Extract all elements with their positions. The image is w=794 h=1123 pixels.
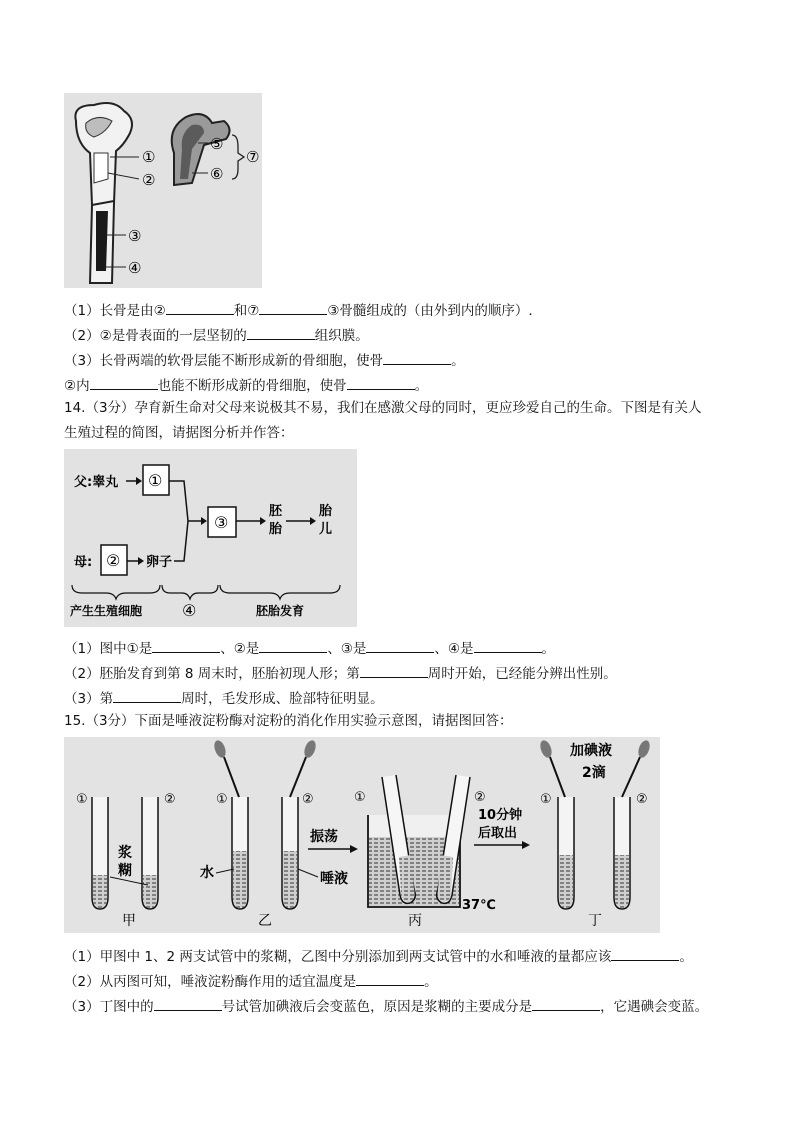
answer-blank[interactable] — [474, 638, 542, 653]
text: 。 — [424, 974, 438, 990]
text: 、③是 — [327, 641, 367, 657]
yi-tube-2-label: ② — [302, 792, 314, 807]
embryo-development-label: 胚胎发育 — [256, 604, 305, 618]
text: 周时，毛发形成、脸部特征明显。 — [181, 691, 384, 707]
paste-label-1: 浆 — [118, 845, 132, 861]
answer-blank[interactable] — [347, 375, 415, 390]
text: （3）长骨两端的软骨层能不断形成新的骨细胞，使骨 — [64, 353, 384, 369]
temperature-label: 37℃ — [462, 898, 496, 913]
node-2: ② — [106, 551, 121, 570]
text: 、②是 — [220, 641, 260, 657]
answer-blank[interactable] — [383, 350, 451, 365]
label-jia: 甲 — [122, 913, 136, 929]
answer-blank[interactable] — [247, 325, 315, 340]
produce-germ-cells-label: 产生生殖细胞 — [70, 604, 143, 618]
answer-blank[interactable] — [259, 638, 327, 653]
answer-blank[interactable] — [360, 663, 428, 678]
text: （1）长骨是由② — [64, 303, 166, 319]
text: （1）甲图中 1、2 两支试管中的浆糊，乙图中分别添加到两支试管中的水和唾液的量都应该 — [64, 949, 612, 965]
answer-blank[interactable] — [166, 300, 234, 315]
jia-tube-1-label: ① — [76, 792, 88, 807]
label-bing: 丙 — [408, 913, 422, 929]
text: ③骨髓组成的（由外到内的顺序）. — [327, 303, 533, 319]
fetus-label-1: 胎 — [319, 504, 333, 519]
q14-intro-line2: 生殖过程的简图，请据图分析并作答： — [64, 425, 294, 441]
answer-blank[interactable] — [532, 996, 600, 1011]
text: （2）②是骨表面的一层坚韧的 — [64, 328, 247, 344]
text: 。 — [541, 641, 556, 657]
answer-blank[interactable] — [611, 946, 679, 961]
label-ding: 丁 — [588, 913, 602, 929]
text: 周时开始，已经能分辨出性别。 — [427, 666, 617, 682]
mother-label: 母: — [74, 555, 93, 570]
answer-blank[interactable] — [356, 971, 424, 986]
ding-tube-1-label: ① — [540, 792, 552, 807]
text: （3）第 — [64, 691, 114, 707]
q14-question-2 — [64, 663, 617, 683]
shake-label: 振荡 — [310, 829, 338, 845]
q15-intro: 15.（3分）下面是唾液淀粉酶对淀粉的消化作用实验示意图，请据图回答： — [64, 713, 513, 729]
ding-tube-2-label: ② — [636, 792, 648, 807]
text: （2）胚胎发育到第 8 周末时，胚胎初现人形；第 — [64, 666, 360, 682]
text: 组织膜。 — [314, 328, 369, 344]
bing-tube-1-label: ① — [354, 790, 366, 805]
time-label-1: 10分钟 — [478, 808, 523, 823]
text: ②内 — [64, 378, 90, 394]
bone-label-3: ③ — [128, 227, 142, 245]
bone-question-2 — [64, 325, 369, 345]
answer-blank[interactable] — [113, 688, 181, 703]
text: 和⑦ — [233, 303, 260, 319]
yi-tube-1-label: ① — [216, 792, 228, 807]
bone-question-4 — [64, 375, 428, 395]
bone-label-6: ⑥ — [210, 165, 224, 183]
text: （3）丁图中的 — [64, 999, 154, 1015]
iodine-label-1: 加碘液 — [570, 743, 612, 759]
node-4: ④ — [182, 601, 197, 620]
node-1: ① — [148, 471, 163, 490]
text: ，它遇碘会变蓝。 — [600, 999, 709, 1015]
q14-question-3 — [64, 688, 384, 708]
answer-blank[interactable] — [90, 375, 158, 390]
text: （2）从丙图可知，唾液淀粉酶作用的适宜温度是 — [64, 974, 357, 990]
water-label: 水 — [200, 865, 214, 881]
embryo-label-2: 胎 — [269, 522, 283, 537]
text: 。 — [414, 378, 429, 394]
q15-question-1 — [64, 946, 693, 966]
q14-question-1 — [64, 638, 555, 658]
bone-question-1 — [64, 300, 533, 320]
node-3: ③ — [214, 513, 229, 532]
text: 也能不断形成新的骨细胞，使骨 — [157, 378, 347, 394]
bone-question-3 — [64, 350, 465, 370]
answer-blank[interactable] — [154, 996, 222, 1011]
fetus-label-2: 儿 — [319, 522, 333, 537]
q15-question-3 — [64, 996, 708, 1016]
embryo-label-1: 胚 — [269, 504, 283, 519]
label-yi: 乙 — [258, 913, 272, 929]
text: 、④是 — [434, 641, 474, 657]
bone-label-2: ② — [142, 171, 156, 189]
reproduction-diagram — [64, 449, 357, 627]
answer-blank[interactable] — [259, 300, 327, 315]
bone-label-1: ① — [142, 148, 156, 166]
text: 号试管加碘液后会变蓝色，原因是浆糊的主要成分是 — [221, 999, 533, 1015]
text: 。 — [679, 949, 693, 965]
jia-tube-2-label: ② — [164, 792, 176, 807]
answer-blank[interactable] — [152, 638, 220, 653]
q15-question-2 — [64, 971, 438, 991]
bone-label-5: ⑤ — [210, 135, 224, 153]
bone-label-7: ⑦ — [246, 148, 260, 166]
iodine-label-2: 2滴 — [582, 765, 606, 781]
saliva-experiment-diagram — [64, 737, 660, 933]
text: 。 — [451, 353, 465, 369]
text: （1）图中①是 — [64, 641, 153, 657]
saliva-label: 唾液 — [320, 871, 348, 887]
bone-figure — [64, 93, 262, 288]
paste-label-2: 糊 — [118, 863, 132, 879]
father-label: 父:睾丸 — [74, 475, 119, 490]
bing-tube-2-label: ② — [474, 790, 486, 805]
bone-label-4: ④ — [128, 259, 142, 277]
egg-label: 卵子 — [146, 555, 173, 570]
time-label-2: 后取出 — [478, 826, 518, 841]
answer-blank[interactable] — [366, 638, 434, 653]
q14-intro-line1: 14.（3分）孕育新生命对父母来说极其不易，我们在感激父母的同时，更应珍爱自己的生命。下图是有关人 — [64, 400, 702, 416]
